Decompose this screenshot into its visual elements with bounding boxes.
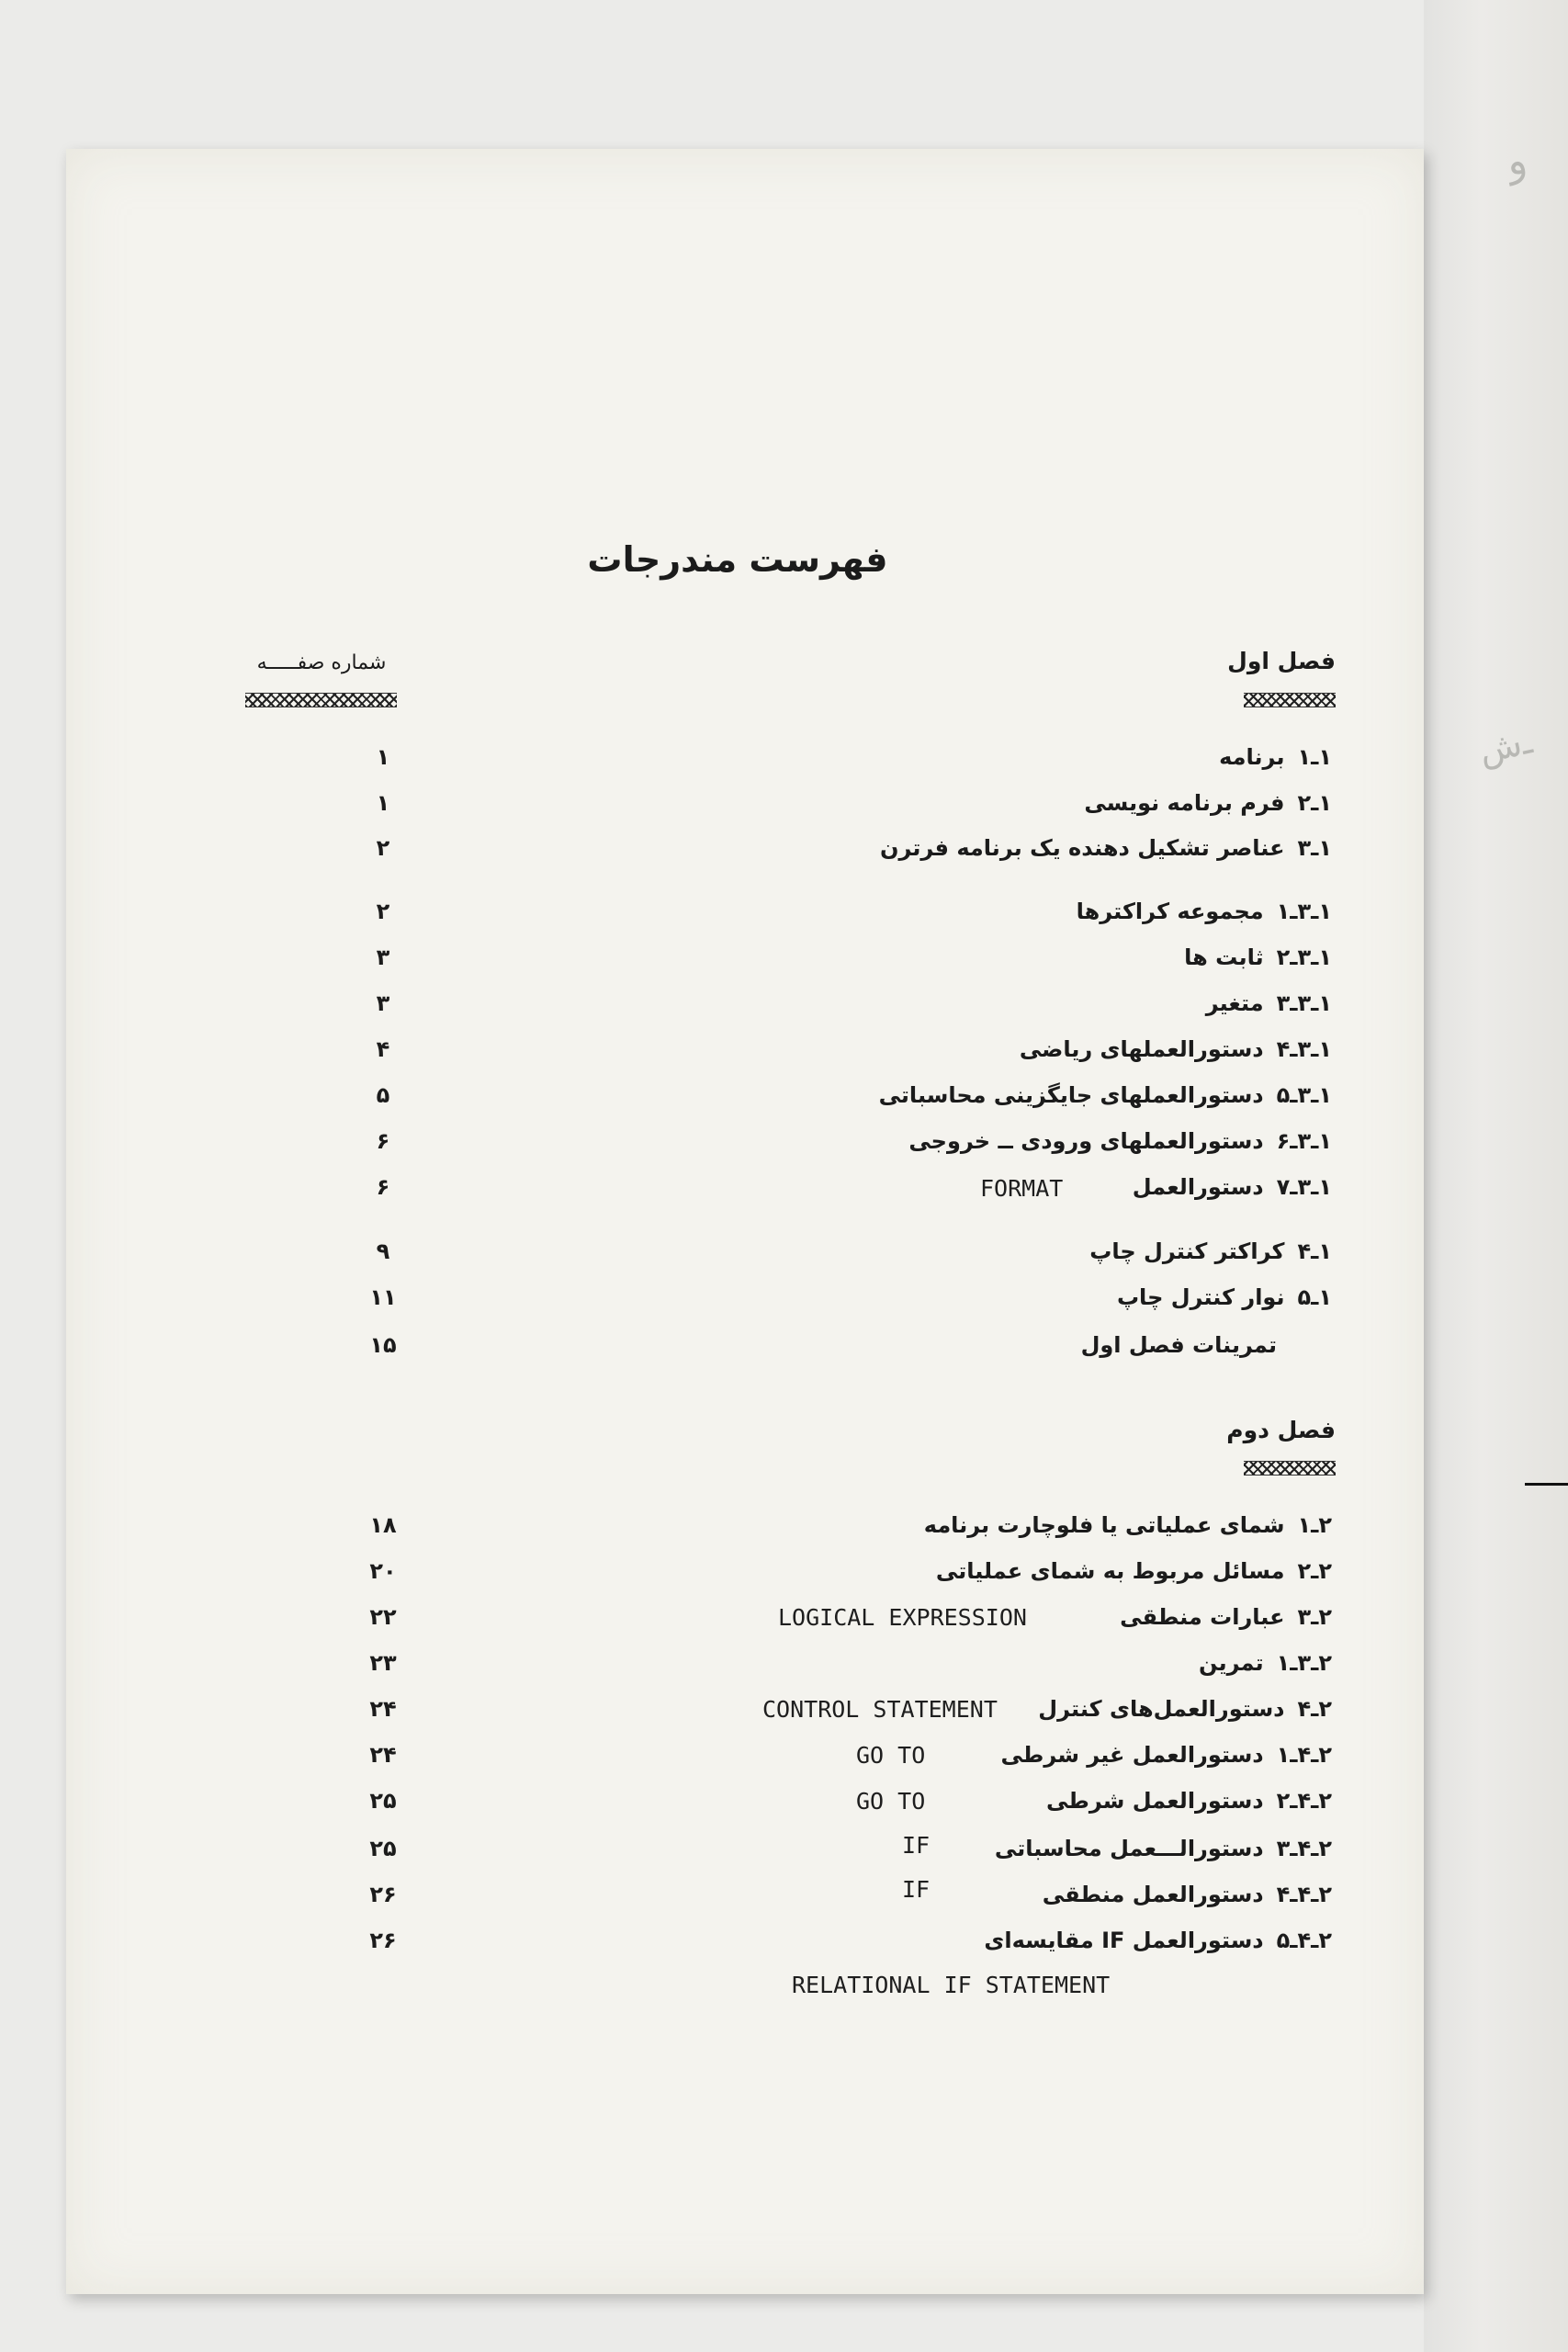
page-number-column-header: شماره صفـــــه [256, 651, 387, 674]
page-number: ۲۴ [369, 1742, 397, 1768]
page-number: ۱ [376, 744, 390, 770]
toc-entry: ۲ـ۳عبارات منطقی [1120, 1604, 1332, 1630]
page-number: ۶ [376, 1128, 390, 1154]
page-number: ۴ [376, 1036, 390, 1062]
page-number: ۳ [376, 944, 390, 970]
latin-term: RELATIONAL IF STATEMENT [792, 1972, 1111, 1998]
heading-ornament [1244, 693, 1336, 707]
page-number: ۲۰ [369, 1558, 397, 1584]
handwriting-mark: ـﺵ [1475, 720, 1536, 772]
page-number: ۲۳ [369, 1650, 397, 1676]
page-number: ۱۵ [369, 1332, 397, 1358]
toc-entry: ۲ـ۴دستورالعمل‌های کنترل [1038, 1696, 1332, 1722]
toc-entry: ۱ـ۳ـ۱مجموعه کراکترها [1076, 899, 1332, 924]
toc-entry: ۲ـ۴ـ۱دستورالعمل غیر شرطی [1000, 1742, 1332, 1768]
chapter-heading: فصل اول [1227, 648, 1336, 674]
page-number: ۲۶ [369, 1928, 397, 1953]
toc-entry: ۱ـ۳ـ۷دستورالعمل [1132, 1174, 1332, 1200]
toc-entry: ۱ـ۱برنامه [1219, 744, 1332, 770]
latin-term: CONTROL STATEMENT [762, 1696, 998, 1723]
page-number: ۵ [376, 1082, 390, 1108]
toc-entry: ۱ـ۵نوار کنترل چاپ [1116, 1284, 1332, 1310]
book-page [66, 149, 1424, 2294]
toc-entry: ۱ـ۳ـ۵دستورالعملهای جایگزینی محاسباتی [878, 1082, 1332, 1108]
handwriting-mark: و [1501, 136, 1531, 187]
page-number: ۲ [376, 835, 390, 861]
toc-entry: ۲ـ۴ـ۴دستورالعمل منطقی [1042, 1882, 1332, 1907]
page-edge-mark [1525, 1483, 1568, 1486]
backdrop [1424, 0, 1568, 2352]
page-number: ۱ [376, 790, 390, 816]
latin-term: FORMAT [980, 1175, 1064, 1202]
latin-term: IF [902, 1832, 931, 1859]
toc-entry: ۱ـ۲فرم برنامه نویسی [1084, 790, 1332, 816]
page-number: ۶ [376, 1174, 390, 1200]
latin-term: GO TO [856, 1788, 926, 1815]
page-number: ۲۴ [369, 1696, 397, 1722]
toc-entry: تمرینات فصل اول [1080, 1332, 1277, 1358]
chapter-heading: فصل دوم [1226, 1417, 1336, 1443]
toc-entry: ۱ـ۳ـ۴دستورالعملهای ریاضی [1019, 1036, 1332, 1062]
toc-entry: ۱ـ۳ـ۶دستورالعملهای ورودی ــ خروجی [908, 1128, 1332, 1154]
page-number: ۲۵ [369, 1788, 397, 1814]
toc-entry: ۱ـ۳ـ۲ثابت ها [1184, 944, 1332, 970]
page-number: ۱۱ [369, 1284, 397, 1310]
page-number: ۲ [376, 899, 390, 924]
heading-ornament [1244, 1461, 1336, 1476]
toc-entry: ۲ـ۴ـ۲دستورالعمل شرطی [1045, 1788, 1332, 1814]
latin-term: LOGICAL EXPRESSION [778, 1604, 1027, 1631]
toc-entry: ۱ـ۴کراکتر کنترل چاپ [1089, 1238, 1332, 1264]
toc-entry: ۱ـ۳عناصر تشکیل دهنده یک برنامه فرترن [879, 835, 1332, 861]
page-number: ۱۸ [369, 1512, 397, 1538]
toc-entry: ۲ـ۱شمای عملیاتی یا فلوچارت برنامه [923, 1512, 1332, 1538]
page-number: ۳ [376, 990, 390, 1016]
toc-entry: ۲ـ۳ـ۱تمرین [1198, 1650, 1332, 1676]
column-ornament [245, 693, 397, 707]
page-number: ۹ [376, 1238, 390, 1264]
toc-entry: ۱ـ۳ـ۳متغیر [1205, 990, 1332, 1016]
latin-term: GO TO [856, 1742, 926, 1769]
page-number: ۲۲ [369, 1604, 397, 1630]
page-title: فهرست مندرجات [587, 539, 888, 580]
latin-term: IF [902, 1876, 931, 1903]
page-number: ۲۶ [369, 1882, 397, 1907]
toc-entry: ۲ـ۴ـ۵دستورالعمل IF مقایسه‌ای [984, 1928, 1332, 1953]
page-number: ۲۵ [369, 1836, 397, 1861]
toc-entry: ۲ـ۲مسائل مربوط به شمای عملیاتی [935, 1558, 1332, 1584]
toc-entry: ۲ـ۴ـ۳دستورالـــعمل محاسباتی [994, 1836, 1332, 1861]
